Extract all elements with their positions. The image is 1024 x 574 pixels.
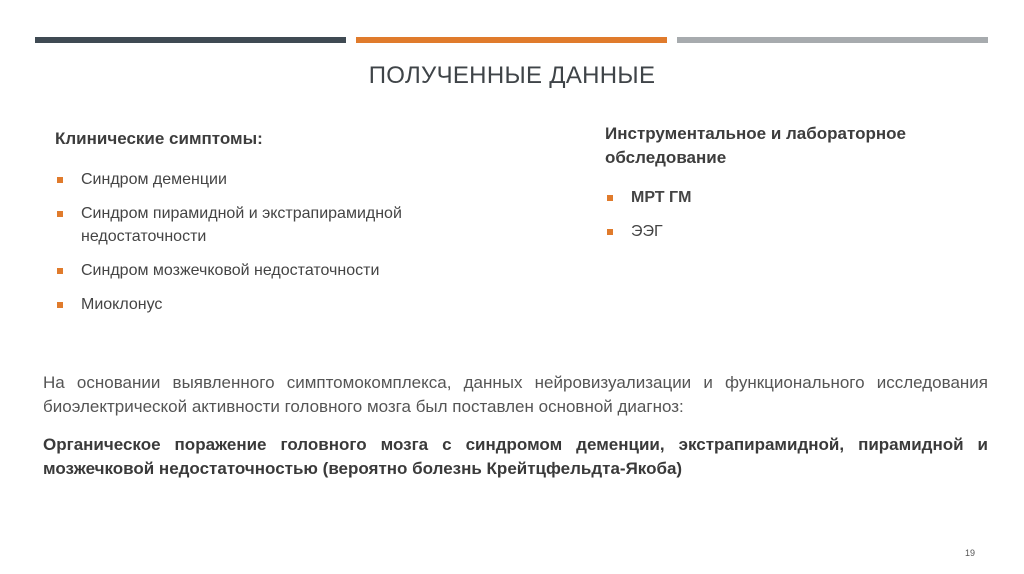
conclusion-basis-text: На основании выявленного симптомокомплекса, данных нейровизуализации и функционального исследования биоэлектрической активности головного мозга был поставлен основной диагноз: bbox=[43, 373, 988, 416]
instrumental-exam-heading: Инструментальное и лабораторное обследование bbox=[605, 124, 906, 167]
list-item-text: ЭЭГ bbox=[631, 223, 663, 240]
slide-title: ПОЛУЧЕННЫЕ ДАННЫЕ bbox=[368, 62, 656, 89]
square-bullet-icon bbox=[57, 211, 63, 217]
list-item bbox=[55, 293, 485, 316]
clinical-symptoms-list bbox=[55, 168, 485, 327]
list-item-text: Синдром пирамидной и экстрапирамидной недостаточности bbox=[81, 205, 402, 245]
list-item-text: Синдром мозжечковой недостаточности bbox=[81, 262, 380, 279]
list-item-text: МРТ ГМ bbox=[631, 189, 692, 206]
list-item bbox=[55, 168, 485, 191]
clinical-symptoms-heading: Клинические симптомы: bbox=[55, 129, 263, 148]
square-bullet-icon bbox=[607, 229, 613, 235]
square-bullet-icon bbox=[607, 195, 613, 201]
list-item bbox=[55, 202, 485, 248]
accent-bar-gray bbox=[677, 37, 988, 43]
list-item-text: Миоклонус bbox=[81, 296, 163, 313]
accent-bar-dark bbox=[35, 37, 346, 43]
page-number: 19 bbox=[964, 548, 975, 558]
square-bullet-icon bbox=[57, 302, 63, 308]
instrumental-exam-list bbox=[605, 186, 935, 254]
list-item bbox=[605, 186, 935, 209]
square-bullet-icon bbox=[57, 177, 63, 183]
square-bullet-icon bbox=[57, 268, 63, 274]
diagnosis-text: Органическое поражение головного мозга с синдромом деменции, экстрапирамидной, пирамидной и мозжечковой недостаточностью (вероятно болезнь Крейтцфельдта-Якоба) bbox=[43, 435, 988, 478]
accent-bar-orange bbox=[356, 37, 667, 43]
list-item-text: Синдром деменции bbox=[81, 171, 227, 188]
list-item bbox=[55, 259, 485, 282]
list-item bbox=[605, 220, 935, 243]
